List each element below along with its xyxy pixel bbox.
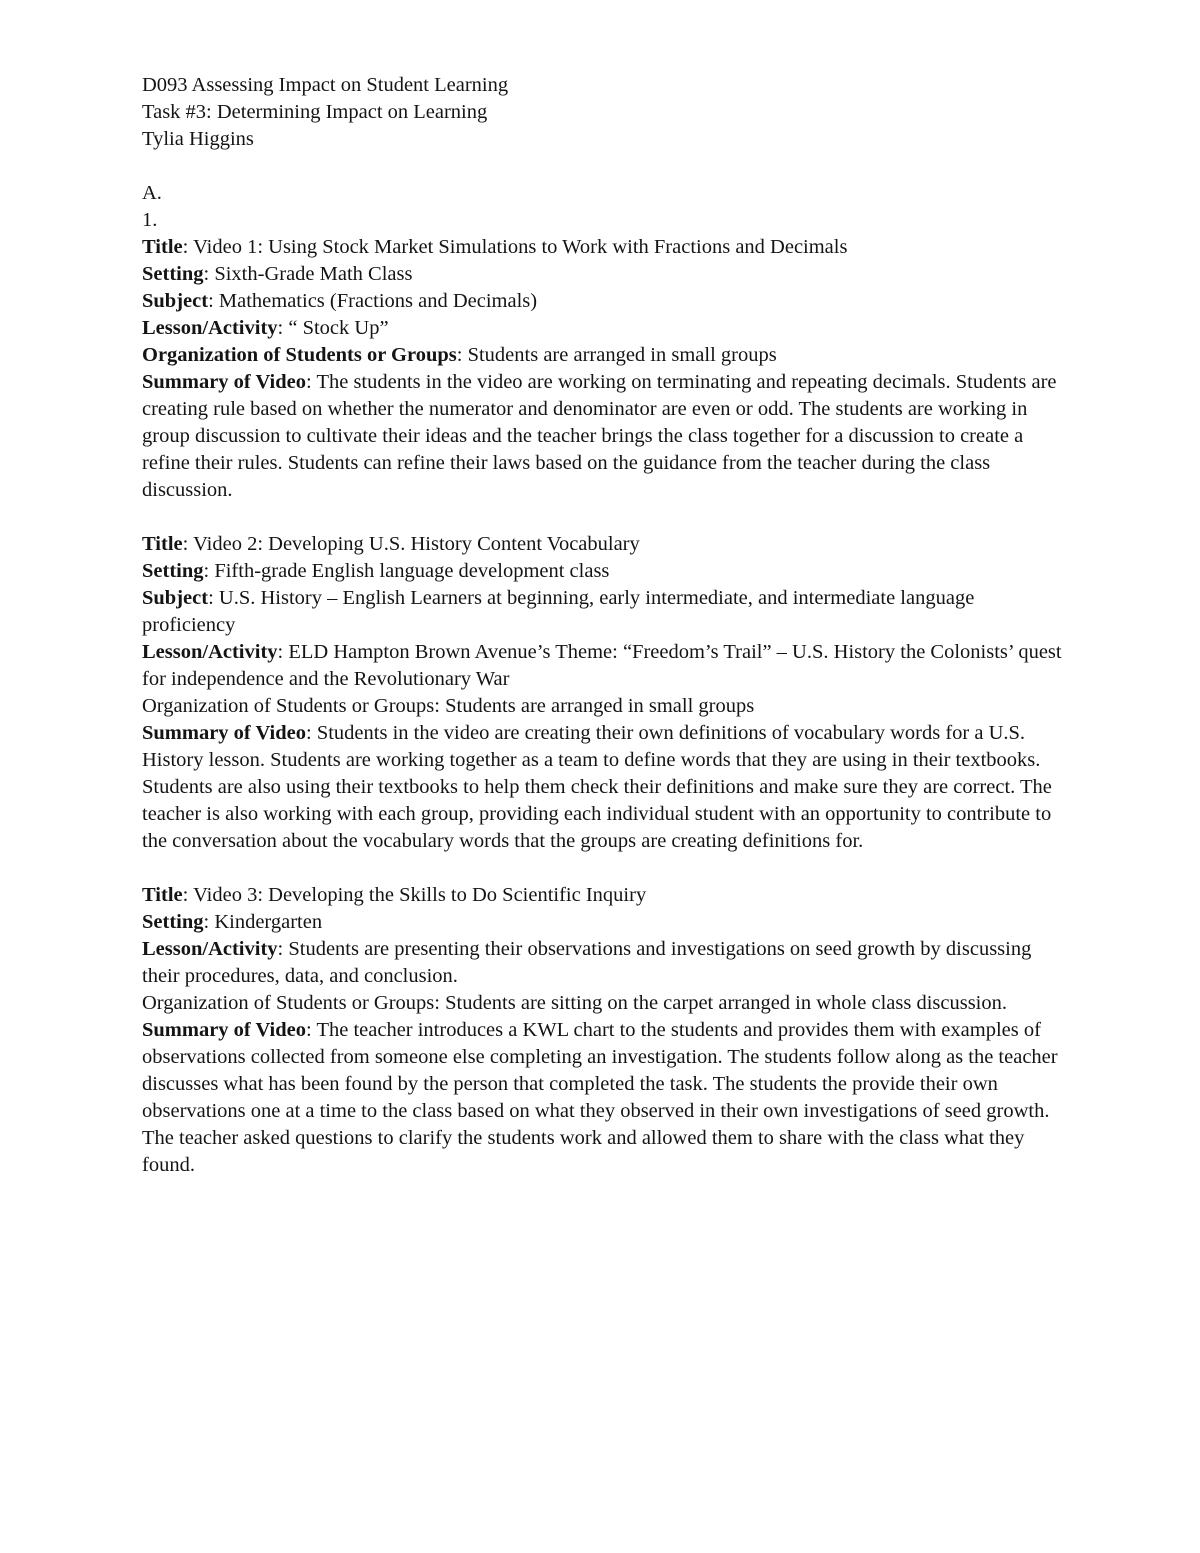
video-2-title: [142, 531, 1067, 558]
video-3-summary: [142, 1017, 1067, 1179]
video-1-lesson: [142, 315, 1067, 342]
title-label: Title: [142, 236, 183, 258]
video-3-setting: [142, 909, 1067, 936]
document-page: [142, 72, 1067, 1179]
spacer: [142, 504, 1067, 531]
lesson-label: Lesson/Activity: [142, 938, 278, 960]
section-letter: A.: [142, 182, 162, 204]
subject-label: Subject: [142, 290, 209, 312]
video-1-organization: [142, 342, 1067, 369]
subject-value: : Mathematics (Fractions and Decimals): [208, 290, 538, 312]
setting-value: : Kindergarten: [203, 911, 323, 933]
video-1-subject: [142, 288, 1067, 315]
subject-value: : U.S. History – English Learners at beginning, early intermediate, and intermediate language proficiency: [142, 587, 975, 636]
title-value: : Video 2: Developing U.S. History Content Vocabulary: [182, 533, 640, 555]
spacer: [142, 855, 1067, 882]
video-3-title: [142, 882, 1067, 909]
summary-value: : The students in the video are working on terminating and repeating decimals. Students are creating rule based on whether the numerator and denominator are even or odd. The students are working in group discussion to cultivate their ideas and the teacher brings the class together for a discussion to create a refine their rules. Students can refine their laws based on the guidance from the teacher during the class discussion.: [142, 371, 1057, 501]
lesson-value: : ELD Hampton Brown Avenue’s Theme: “Freedom’s Trail” – U.S. History the Colonists’ quest for independence and the Revolutionary War: [142, 641, 1062, 690]
video-2-summary: [142, 720, 1067, 855]
lesson-label: Lesson/Activity: [142, 641, 278, 663]
lesson-value: : Students are presenting their observations and investigations on seed growth by discussing their procedures, data, and conclusion.: [142, 938, 1032, 987]
task-title: Task #3: Determining Impact on Learning: [142, 101, 488, 123]
video-1-summary: [142, 369, 1067, 504]
title-label: Title: [142, 533, 183, 555]
author-name: Tylia Higgins: [142, 128, 254, 150]
summary-label: Summary of Video: [142, 722, 306, 744]
setting-label: Setting: [142, 560, 204, 582]
video-1-title: [142, 234, 1067, 261]
summary-value: : Students in the video are creating their own definitions of vocabulary words for a U.S. History lesson. Students are working together as a team to define words that they are using in their textbooks. Students are also using their textbooks to help them check their definitions and make sure they are correct. The teacher is also working with each group, providing each individual student with an opportunity to contribute to the conversation about the vocabulary words that the groups are creating definitions for.: [142, 722, 1052, 852]
summary-value: : The teacher introduces a KWL chart to the students and provides them with examples of observations collected from someone else completing an investigation. The students follow along as the teacher discusses what has been found by the person that completed the task. The students the provide their own observations one at a time to the class based on what they observed in their own investigations of seed growth. The teacher asked questions to clarify the students work and allowed them to share with the class what they found.: [142, 1019, 1058, 1176]
spacer: [142, 153, 1067, 180]
video-2-lesson: [142, 639, 1067, 693]
title-value: : Video 1: Using Stock Market Simulations to Work with Fractions and Decimals: [182, 236, 848, 258]
lesson-label: Lesson/Activity: [142, 317, 278, 339]
setting-label: Setting: [142, 263, 204, 285]
subject-label: Subject: [142, 587, 209, 609]
lesson-value: : “ Stock Up”: [277, 317, 389, 339]
summary-label: Summary of Video: [142, 1019, 306, 1041]
course-title: D093 Assessing Impact on Student Learning: [142, 74, 509, 96]
video-2-setting: [142, 558, 1067, 585]
organization-value: : Students are arranged in small groups: [456, 344, 777, 366]
video-3-lesson: [142, 936, 1067, 990]
setting-label: Setting: [142, 911, 204, 933]
setting-value: : Sixth-Grade Math Class: [203, 263, 413, 285]
setting-value: : Fifth-grade English language development class: [203, 560, 610, 582]
summary-label: Summary of Video: [142, 371, 306, 393]
title-label: Title: [142, 884, 183, 906]
organization-label: Organization of Students or Groups: [142, 344, 457, 366]
video-2-organization: Organization of Students or Groups: Students are arranged in small groups: [142, 695, 755, 717]
title-value: : Video 3: Developing the Skills to Do Scientific Inquiry: [182, 884, 647, 906]
video-1-setting: [142, 261, 1067, 288]
video-2-subject: [142, 585, 1067, 639]
section-number: 1.: [142, 209, 158, 231]
video-3-organization: Organization of Students or Groups: Students are sitting on the carpet arranged in whole class discussion.: [142, 992, 1008, 1014]
